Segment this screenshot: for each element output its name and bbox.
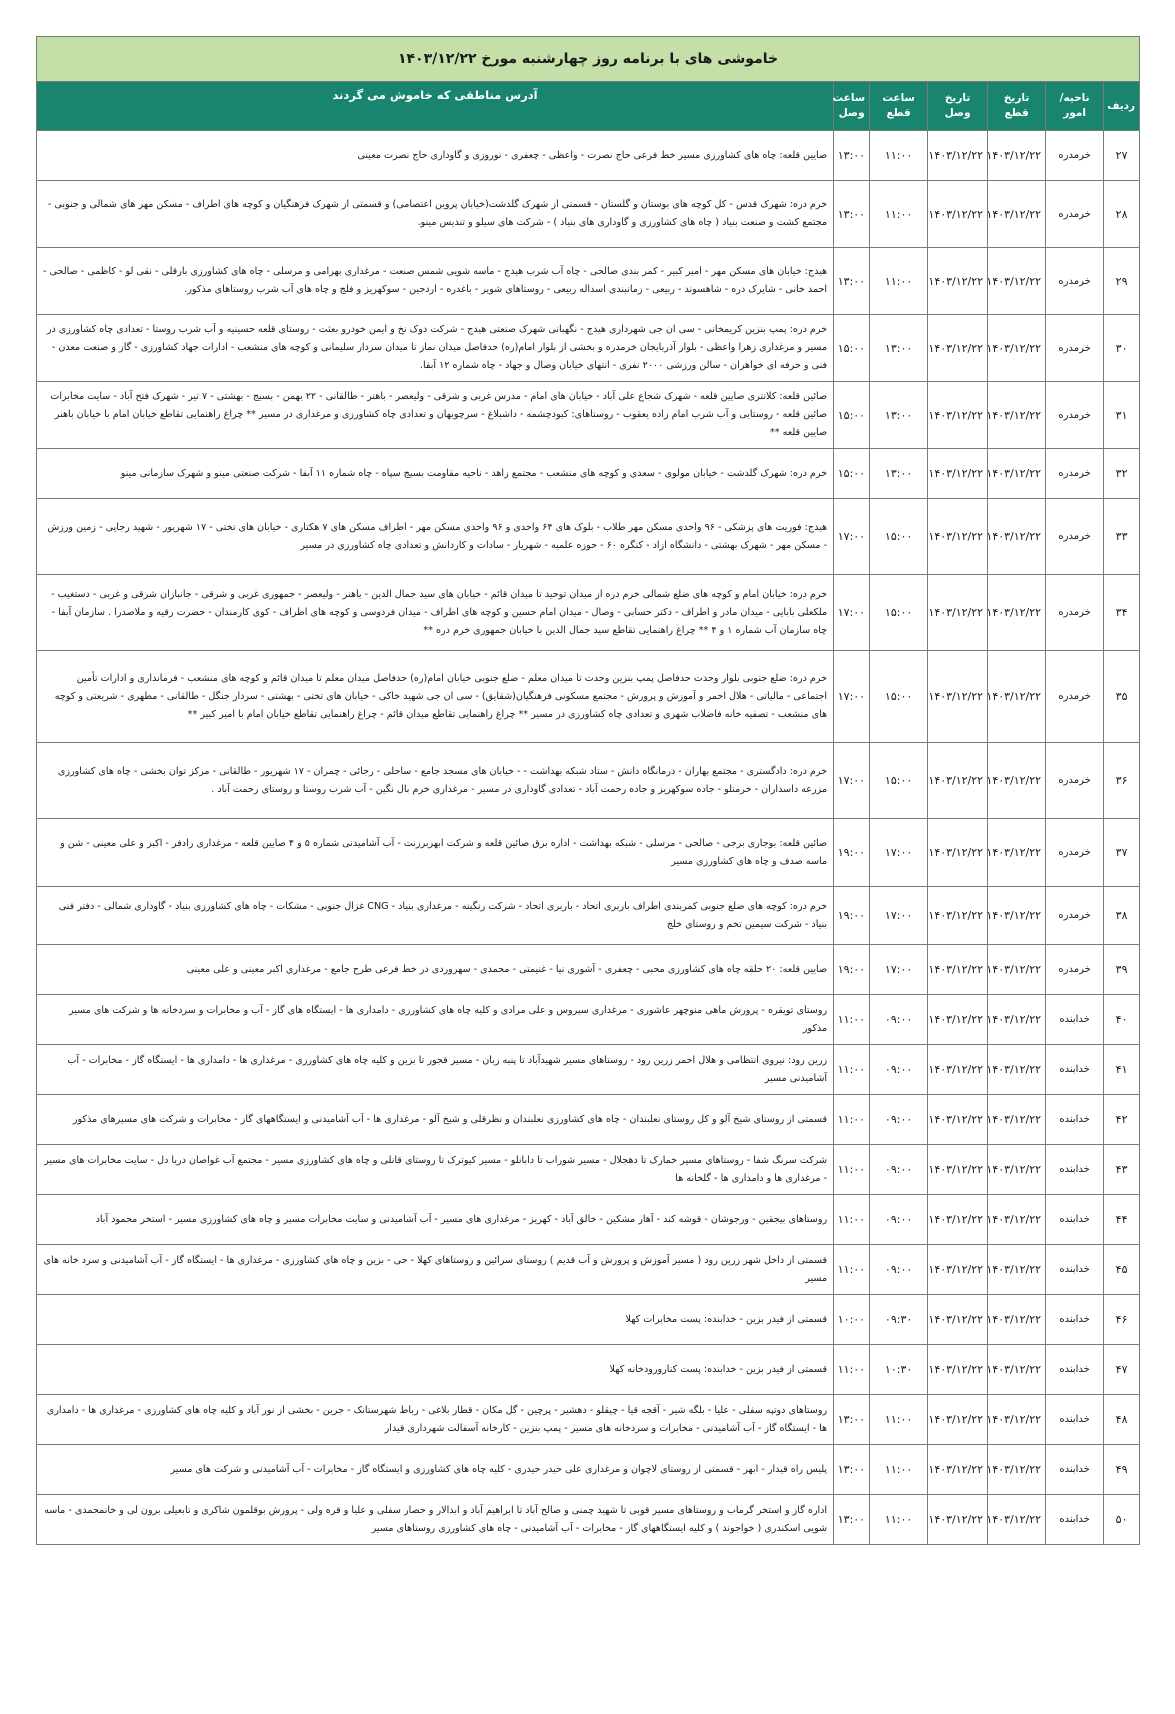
connect-time-cell: ۱۳:۰۰ [834, 248, 870, 315]
cut-date-cell: ۱۴۰۳/۱۲/۲۲ [988, 131, 1046, 181]
address-cell: خرم دره: شهرک گلدشت - خیابان مولوی - سعدی و کوچه های منشعب - مجتمع زاهد - ناحیه مقاومت بسیج سپاه - چاه شماره ۱۱ آبفا - شرکت صنعتی مینو و شهرک سازمانی مینو [37, 449, 834, 499]
table-row [37, 131, 1140, 181]
area-cell: خدابنده [1046, 1045, 1104, 1095]
connect-date-cell: ۱۴۰۳/۱۲/۲۲ [928, 1045, 988, 1095]
cut-time-cell: ۱۰:۳۰ [870, 1345, 928, 1395]
row-number-cell: ۳۵ [1104, 651, 1140, 743]
cut-time-cell: ۱۳:۰۰ [870, 449, 928, 499]
cut-time-cell: ۱۱:۰۰ [870, 131, 928, 181]
address-cell: هیدج: خیابان های مسکن مهر - امیر کبیر - کمر بندی صالحی - چاه آب شرب هیدج - ماسه شویی شمس صنعت - مرغداری بهرامی و مرسلی - چاه های کشاورزی بارقلی - نقی لو - کاظمی - صالحی - احمد خانی - شایرک دره - شاهسوند - ربیعی - زمانبندی اسداله ربیعی - روستاهای شویر - باغدره - اردجین - سوکهریز و فلج و چاه های آب شرب روستاهای مذکور. [37, 248, 834, 315]
header-row [37, 82, 1140, 131]
row-number-cell: ۳۳ [1104, 499, 1140, 575]
row-number-cell: ۳۲ [1104, 449, 1140, 499]
cut-date-cell: ۱۴۰۳/۱۲/۲۲ [988, 995, 1046, 1045]
address-cell: خرم دره: ضلع جنوبی بلوار وحدت حدفاصل پمپ بنزین وحدت تا میدان معلم - ضلع جنوبی خیابان امام(ره) حدفاصل میدان معلم تا میدان قائم و کوچه های منشعب - فرمانداری و ادارات تأمین اجتماعی - مالیاتی - هلال احمر و آموزش و پرورش - مجتمع مسکونی فرهنگیان(شقایق) - سی ان جی شهید خاکی - خیابان های تختی - بهشتی - سردار جنگل - طالقانی - مطهری - شریعتی و کوچه های منشعب - تصفیه خانه فاضلاب شهری و تعدادی چاه کشاورزی در مسیر ** چراغ راهنمایی تقاطع میدان قائم - چراغ راهنمایی تقاطع خیابان امام با امیر کبیر ** [37, 651, 834, 743]
address-cell: صایین قلعه: ۲۰ حلقه چاه های کشاورزی محبی - چعفری - آشوری نیا - غنیمتی - محمدی - سهروردی در خط فرعی طرح جامع - مرغداری اکبر معینی و علی معینی [37, 945, 834, 995]
area-cell: خرمدره [1046, 248, 1104, 315]
cut-date-cell: ۱۴۰۳/۱۲/۲۲ [988, 575, 1046, 651]
address-cell: شرکت سرنگ شفا - روستاهای مسیر خمارک تا دهجلال - مسیر شوراب تا دابانلو - مسیر کیوترک تا روستای قانلی و چاه های کشاورزی مسیر - مجتمع آب غواصان دریا دل - سایت مخابرات های مسیر - مرغداری ها و دامداری ها - گلخانه ها [37, 1145, 834, 1195]
area-cell: خرمدره [1046, 575, 1104, 651]
connect-time-cell: ۱۵:۰۰ [834, 382, 870, 449]
cut-time-cell: ۱۵:۰۰ [870, 651, 928, 743]
cut-date-cell: ۱۴۰۳/۱۲/۲۲ [988, 651, 1046, 743]
row-number-cell: ۴۰ [1104, 995, 1140, 1045]
cut-date-cell: ۱۴۰۳/۱۲/۲۲ [988, 315, 1046, 382]
area-cell: خرمدره [1046, 743, 1104, 819]
connect-date-cell: ۱۴۰۳/۱۲/۲۲ [928, 651, 988, 743]
address-cell: خرم دره: خیابان امام و کوچه های ضلع شمالی خرم دره از میدان توحید تا میدان قائم - خیابان های سید جمال الدین - باهنر - ولیعصر - جمهوری غربی و شرقی - جانبازان شرقی و غربی - دستغیب - ملکعلی بابایی - میدان مادر و اطراف - دکتر حسابی - وصال - میدان امام حسین و کوچه های اطراف - میدان فردوسی و کوچه های اطراف - کوی کارمندان - حضرت رقیه و ملاصدرا . سازمان آبفا - چاه سازمان آب شماره ۱ و ۴ ** چراغ راهنمایی تقاطع سید جمال الدین با خیابان جمهوری خرم دره ** [37, 575, 834, 651]
row-number-cell: ۴۲ [1104, 1095, 1140, 1145]
area-cell: خرمدره [1046, 449, 1104, 499]
connect-date-cell: ۱۴۰۳/۱۲/۲۲ [928, 248, 988, 315]
connect-date-cell: ۱۴۰۳/۱۲/۲۲ [928, 887, 988, 945]
address-cell: هیدج: فوریت های پزشکی - ۹۶ واحدی مسکن مهر طلاب - بلوک های ۶۴ واحدی و ۹۶ واحدی مسکن مهر - اطراف مسکن های ۷ هکتاری - خیابان های تختی - ۱۷ شهریور - شهید رجایی - زمین ورزش - مسکن مهر - شهرک بهشتی - دانشگاه ازاد - کنگره ۶۰ - حوزه علمیه - شهریار - سادات و کاردانش و تعدادی چاه کشاورزی در مسیر [37, 499, 834, 575]
cut-time-cell: ۰۹:۳۰ [870, 1295, 928, 1345]
table-row [37, 945, 1140, 995]
area-cell: خرمدره [1046, 315, 1104, 382]
header-cut-time: ساعت قطع [870, 82, 928, 131]
header-row-number: ردیف [1104, 82, 1140, 131]
header-address: آدرس مناطقی که خاموش می گردند [37, 82, 834, 131]
table-row [37, 575, 1140, 651]
row-number-cell: ۲۸ [1104, 181, 1140, 248]
area-cell: خدابنده [1046, 1445, 1104, 1495]
table-row [37, 315, 1140, 382]
connect-time-cell: ۱۳:۰۰ [834, 131, 870, 181]
row-number-cell: ۴۴ [1104, 1195, 1140, 1245]
cut-time-cell: ۱۳:۰۰ [870, 382, 928, 449]
row-number-cell: ۳۹ [1104, 945, 1140, 995]
header-cut-date: تاریخ قطع [988, 82, 1046, 131]
header-area: ناحیه/امور [1046, 82, 1104, 131]
row-number-cell: ۴۵ [1104, 1245, 1140, 1295]
address-cell: قسمتی از روستای شیخ آلو و کل روستای نعلبندان - چاه های کشاورزی نعلبندان و نظرقلی و شیخ آلو - مرغداری ها - آب آشامیدنی و ایستگاههای گاز - مخابرات و شرکت های مسیرهای مذکور [37, 1095, 834, 1145]
area-cell: خرمدره [1046, 131, 1104, 181]
connect-time-cell: ۱۹:۰۰ [834, 945, 870, 995]
cut-date-cell: ۱۴۰۳/۱۲/۲۲ [988, 1495, 1046, 1545]
cut-date-cell: ۱۴۰۳/۱۲/۲۲ [988, 449, 1046, 499]
header-connect-time: ساعت وصل [834, 82, 870, 131]
table-row [37, 1295, 1140, 1345]
address-cell: زرین رود: نیروی انتظامی و هلال احمر زرین رود - روستاهای مسیر شهیدآباد تا پنبه زبان - مسیر قجور تا بزین و کلیه چاه های کشاورزی - مرغداری ها - دامداری ها - ایستگاه گاز - مخابرات - آب آشامیدنی مسیر [37, 1045, 834, 1095]
cut-date-cell: ۱۴۰۳/۱۲/۲۲ [988, 1245, 1046, 1295]
connect-time-cell: ۱۹:۰۰ [834, 819, 870, 887]
address-cell: قسمتی از داخل شهر زرین رود ( مسیر آموزش و پرورش و آب قدیم ) روستای سرائین و روستاهای کهلا - حی - بزین و چاه های کشاورزی - مرغداری ها - ایستگاه گاز - آب آشامیدنی و سرد خانه های مسیر [37, 1245, 834, 1295]
area-cell: خرمدره [1046, 382, 1104, 449]
cut-time-cell: ۱۱:۰۰ [870, 181, 928, 248]
address-cell: اداره گاز و استخر گرماب و روستاهای مسیر قوبی تا شهید چمنی و صالح آباد تا ابراهیم آباد و ابدالار و حصار سفلی و علیا و قره ولی - پرورش بوقلمون شاکری و تابعیلی برون لی و خانمحمدی - ماسه شویی اسکندری ( خواجوند ) و کلیه ایستگاههای گاز - مخابرات - آب آشامیدنی - چاه های کشاورزی روستاهای مسیر [37, 1495, 834, 1545]
cut-date-cell: ۱۴۰۳/۱۲/۲۲ [988, 1395, 1046, 1445]
cut-time-cell: ۱۷:۰۰ [870, 819, 928, 887]
connect-date-cell: ۱۴۰۳/۱۲/۲۲ [928, 1445, 988, 1495]
connect-date-cell: ۱۴۰۳/۱۲/۲۲ [928, 382, 988, 449]
address-cell: خرم دره: کوچه های ضلع جنوبی کمربندی اطراف باربری اتحاد - باربری اتحاد - شرکت رنگینه - مرغداری بنیاد - CNG غزال جنوبی - مشکات - چاه های کشاورزی بنیاد - گاوداری شمالی - دفتر فنی بنیاد - شرکت سیمین تخم و روستای خلج [37, 887, 834, 945]
area-cell: خدابنده [1046, 1295, 1104, 1345]
address-cell: روستاهای بیجقین - ورجوشان - قوشه کند - آهار مشکین - خالق آباد - کهریز - مرغداری های مسیر - آب آشامیدنی و سایت مخابرات مسیر و چاه های کشاورزی مسیر - استخر محمود آباد [37, 1195, 834, 1245]
cut-date-cell: ۱۴۰۳/۱۲/۲۲ [988, 1145, 1046, 1195]
cut-time-cell: ۰۹:۰۰ [870, 1145, 928, 1195]
address-cell: صایین قلعه: چاه های کشاورزی مسیر خط فرعی حاج نصرت - واعظی - چعفری - نوروزی و گاوداری حاج نصرت معینی [37, 131, 834, 181]
area-cell: خدابنده [1046, 1245, 1104, 1295]
cut-date-cell: ۱۴۰۳/۱۲/۲۲ [988, 181, 1046, 248]
row-number-cell: ۴۸ [1104, 1395, 1140, 1445]
connect-time-cell: ۱۱:۰۰ [834, 995, 870, 1045]
cut-time-cell: ۱۱:۰۰ [870, 248, 928, 315]
area-cell: خدابنده [1046, 1345, 1104, 1395]
cut-time-cell: ۰۹:۰۰ [870, 995, 928, 1045]
connect-date-cell: ۱۴۰۳/۱۲/۲۲ [928, 575, 988, 651]
table-row [37, 1095, 1140, 1145]
address-cell: پلیس راه قیدار - ابهر - قسمتی از روستای لاچوان و مرغداری علی حیدر حیدری - کلیه چاه های کشاورزی و ایستگاه گاز - مخابرات - آب آشامیدنی و شرکت های مسیر [37, 1445, 834, 1495]
table-row [37, 887, 1140, 945]
cut-date-cell: ۱۴۰۳/۱۲/۲۲ [988, 1445, 1046, 1495]
cut-time-cell: ۰۹:۰۰ [870, 1095, 928, 1145]
connect-date-cell: ۱۴۰۳/۱۲/۲۲ [928, 315, 988, 382]
table-row [37, 382, 1140, 449]
row-number-cell: ۳۴ [1104, 575, 1140, 651]
area-cell: خرمدره [1046, 945, 1104, 995]
table-row [37, 248, 1140, 315]
address-cell: صائین قلعه: بوجاری برجی - صالحی - مرسلی - شبکه بهداشت - اداره برق صائین قلعه و شرکت ابهربرزنت - آب آشامیدنی شماره ۵ و ۴ صایین قلعه - مرغداری رادفر - اکبر و علی معینی - شن و ماسه صدف و چاه های کشاورزی مسیر [37, 819, 834, 887]
connect-time-cell: ۱۳:۰۰ [834, 1445, 870, 1495]
cut-date-cell: ۱۴۰۳/۱۲/۲۲ [988, 382, 1046, 449]
area-cell: خدابنده [1046, 995, 1104, 1045]
table-row [37, 995, 1140, 1045]
row-number-cell: ۵۰ [1104, 1495, 1140, 1545]
table-row [37, 1045, 1140, 1095]
header-connect-date: تاریخ وصل [928, 82, 988, 131]
row-number-cell: ۴۷ [1104, 1345, 1140, 1395]
table-row [37, 181, 1140, 248]
cut-date-cell: ۱۴۰۳/۱۲/۲۲ [988, 1345, 1046, 1395]
area-cell: خدابنده [1046, 1495, 1104, 1545]
table-row [37, 449, 1140, 499]
row-number-cell: ۳۷ [1104, 819, 1140, 887]
cut-time-cell: ۰۹:۰۰ [870, 1045, 928, 1095]
table-row [37, 1395, 1140, 1445]
area-cell: خرمدره [1046, 181, 1104, 248]
cut-time-cell: ۱۵:۰۰ [870, 499, 928, 575]
row-number-cell: ۲۷ [1104, 131, 1140, 181]
row-number-cell: ۴۶ [1104, 1295, 1140, 1345]
connect-date-cell: ۱۴۰۳/۱۲/۲۲ [928, 499, 988, 575]
connect-time-cell: ۱۰:۰۰ [834, 1295, 870, 1345]
cut-time-cell: ۱۷:۰۰ [870, 945, 928, 995]
sheet-title: خاموشی های با برنامه روز چهارشنبه مورخ ۱۴۰۳/۱۲/۲۲ [37, 37, 1140, 82]
title-row [37, 37, 1140, 82]
table-row [37, 1495, 1140, 1545]
connect-date-cell: ۱۴۰۳/۱۲/۲۲ [928, 1195, 988, 1245]
cut-date-cell: ۱۴۰۳/۱۲/۲۲ [988, 248, 1046, 315]
cut-time-cell: ۱۷:۰۰ [870, 887, 928, 945]
address-cell: خرم دره: دادگستری - مجتمع بهاران - درمانگاه دانش - ستاد شبکه بهداشت - - خیابان های مسجد جامع - ساحلی - رجائی - چمران - ۱۷ شهریور - طالقانی - مرکز توان بخشی - چاه های کشاورزی مزرعه داسداران - خرمنلو - جاده سوکهریز و جاده رحمت آباد - تعدادی گاوداری در مسیر - مرغداری خرم بال نگین - آب شرب روستا و روستای رحمت آباد . [37, 743, 834, 819]
cut-date-cell: ۱۴۰۳/۱۲/۲۲ [988, 1295, 1046, 1345]
connect-date-cell: ۱۴۰۳/۱۲/۲۲ [928, 1495, 988, 1545]
area-cell: خدابنده [1046, 1145, 1104, 1195]
cut-time-cell: ۰۹:۰۰ [870, 1195, 928, 1245]
connect-date-cell: ۱۴۰۳/۱۲/۲۲ [928, 1295, 988, 1345]
area-cell: خرمدره [1046, 887, 1104, 945]
cut-date-cell: ۱۴۰۳/۱۲/۲۲ [988, 1045, 1046, 1095]
row-number-cell: ۴۱ [1104, 1045, 1140, 1095]
cut-date-cell: ۱۴۰۳/۱۲/۲۲ [988, 945, 1046, 995]
connect-time-cell: ۱۵:۰۰ [834, 315, 870, 382]
cut-date-cell: ۱۴۰۳/۱۲/۲۲ [988, 819, 1046, 887]
area-cell: خرمدره [1046, 819, 1104, 887]
address-cell: روستاهای دوتپه سفلی - علیا - بلگه شیر - آقجه قیا - چیقلو - دهشیر - پرچین - گل مکان - قطار بلاغی - رباط شهرستانک - جرین - بخشی از نور آباد و کلیه چاه های کشاورزی - مرغداری ها - دامداری ها - ایستگاه گاز - آب آشامیدنی - مخابرات و سردخانه های مسیر - پمپ بنزین - کارخانه آسفالت شهرداری قیدار [37, 1395, 834, 1445]
cut-time-cell: ۱۱:۰۰ [870, 1395, 928, 1445]
connect-date-cell: ۱۴۰۳/۱۲/۲۲ [928, 131, 988, 181]
table-row [37, 651, 1140, 743]
area-cell: خرمدره [1046, 499, 1104, 575]
connect-date-cell: ۱۴۰۳/۱۲/۲۲ [928, 1145, 988, 1195]
table-row [37, 743, 1140, 819]
area-cell: خدابنده [1046, 1095, 1104, 1145]
cut-date-cell: ۱۴۰۳/۱۲/۲۲ [988, 887, 1046, 945]
cut-time-cell: ۱۵:۰۰ [870, 575, 928, 651]
cut-time-cell: ۱۵:۰۰ [870, 743, 928, 819]
table-body [37, 131, 1140, 1545]
connect-time-cell: ۱۱:۰۰ [834, 1345, 870, 1395]
connect-date-cell: ۱۴۰۳/۱۲/۲۲ [928, 995, 988, 1045]
table-row [37, 819, 1140, 887]
cut-date-cell: ۱۴۰۳/۱۲/۲۲ [988, 499, 1046, 575]
connect-time-cell: ۱۷:۰۰ [834, 499, 870, 575]
connect-date-cell: ۱۴۰۳/۱۲/۲۲ [928, 1245, 988, 1295]
table-row [37, 499, 1140, 575]
table-row [37, 1445, 1140, 1495]
address-cell: خرم دره: پمپ بنزین کریمخانی - سی ان جی شهرداری هیدج - نگهبانی شهرک صنعتی هیدج - شرکت دوک نخ و ایمن خودرو بعثت - روستای قلعه حسینیه و آب شرب روستا - تعدادی چاه کشاورزی در مسیر و مرغداری زهرا واعظی - بلوار آذربایجان خرمدره و بخشی از بلوار امام(ره) حدفاصل میدان نماز تا میدان سردار سلیمانی و کوچه های منشعب - ادارات جهاد کشاورزی - گاز و صنعت معدن - فنی و حرفه ای خواهران - سالن ورزشی ۲۰۰۰ نفری - انتهای خیابان وصال و جهاد - چاه شماره ۱۲ آبفا. [37, 315, 834, 382]
table-row [37, 1245, 1140, 1295]
connect-time-cell: ۱۱:۰۰ [834, 1245, 870, 1295]
connect-date-cell: ۱۴۰۳/۱۲/۲۲ [928, 1395, 988, 1445]
connect-time-cell: ۱۳:۰۰ [834, 181, 870, 248]
connect-time-cell: ۱۱:۰۰ [834, 1145, 870, 1195]
outage-schedule-sheet [36, 36, 1139, 1545]
address-cell: خرم دره: شهرک قدس - کل کوچه های بوستان و گلستان - قسمتی از شهرک گلدشت(خیابان پروین اعتصامی) و قسمتی از شهرک فرهنگیان و کوچه های اطراف - مسکن مهر های شمالی و جنوبی - مجتمع کشت و صنعت بنیاد ( چاه های کشاورزی و گاوداری های بنیاد ) - شرکت های سیلو و تندیس مینو. [37, 181, 834, 248]
cut-date-cell: ۱۴۰۳/۱۲/۲۲ [988, 1195, 1046, 1245]
address-cell: صائین قلعه: کلانتری صایین قلعه - شهرک شجاع علی آباد - خیابان های امام - مدرس غربی و شرقی - ولیعصر - باهنر - طالقانی - ۲۲ بهمن - بسیج - بهشتی - ۷ تیر - شهرک فتح آباد - سایت مخابرات صائین قلعه - روستایی و آب شرب امام زاده یعقوب - روستاهای: کبودچشمه - داشبلاغ - سرچوبهان و تعدادی چاه کشاورزی و مرغداری در مسیر ** چراغ راهنمایی تقاطع خیابان امام با خیابان باهنر صایین قلعه ** [37, 382, 834, 449]
row-number-cell: ۴۳ [1104, 1145, 1140, 1195]
connect-time-cell: ۱۷:۰۰ [834, 651, 870, 743]
connect-time-cell: ۱۹:۰۰ [834, 887, 870, 945]
row-number-cell: ۳۶ [1104, 743, 1140, 819]
address-cell: روستای تویقره - پرورش ماهی منوچهر عاشوری - مرغداری سیروس و علی مرادی و کلیه چاه های کشاورزی - دامداری ها - ایستگاه های گاز - آب و مخابرات و سردخانه ها و شرکت های مسیر مذکور [37, 995, 834, 1045]
connect-time-cell: ۱۳:۰۰ [834, 1395, 870, 1445]
connect-date-cell: ۱۴۰۳/۱۲/۲۲ [928, 181, 988, 248]
connect-time-cell: ۱۱:۰۰ [834, 1045, 870, 1095]
outage-table [36, 36, 1140, 1545]
row-number-cell: ۳۸ [1104, 887, 1140, 945]
connect-date-cell: ۱۴۰۳/۱۲/۲۲ [928, 819, 988, 887]
connect-time-cell: ۱۱:۰۰ [834, 1195, 870, 1245]
cut-date-cell: ۱۴۰۳/۱۲/۲۲ [988, 743, 1046, 819]
row-number-cell: ۴۹ [1104, 1445, 1140, 1495]
connect-time-cell: ۱۳:۰۰ [834, 1495, 870, 1545]
address-cell: قسمتی از فیدر بزین - خدابنده: پست مخابرات کهلا [37, 1295, 834, 1345]
connect-time-cell: ۱۵:۰۰ [834, 449, 870, 499]
row-number-cell: ۳۰ [1104, 315, 1140, 382]
cut-time-cell: ۱۳:۰۰ [870, 315, 928, 382]
connect-time-cell: ۱۷:۰۰ [834, 743, 870, 819]
area-cell: خرمدره [1046, 651, 1104, 743]
row-number-cell: ۲۹ [1104, 248, 1140, 315]
connect-date-cell: ۱۴۰۳/۱۲/۲۲ [928, 1095, 988, 1145]
connect-date-cell: ۱۴۰۳/۱۲/۲۲ [928, 945, 988, 995]
cut-time-cell: ۱۱:۰۰ [870, 1495, 928, 1545]
area-cell: خدابنده [1046, 1195, 1104, 1245]
connect-time-cell: ۱۱:۰۰ [834, 1095, 870, 1145]
cut-time-cell: ۱۱:۰۰ [870, 1445, 928, 1495]
cut-time-cell: ۰۹:۰۰ [870, 1245, 928, 1295]
table-row [37, 1195, 1140, 1245]
connect-date-cell: ۱۴۰۳/۱۲/۲۲ [928, 1345, 988, 1395]
address-cell: قسمتی از فیدر بزین - خدابنده: پست کنارورودخانه کهلا [37, 1345, 834, 1395]
cut-date-cell: ۱۴۰۳/۱۲/۲۲ [988, 1095, 1046, 1145]
table-row [37, 1345, 1140, 1395]
connect-time-cell: ۱۷:۰۰ [834, 575, 870, 651]
connect-date-cell: ۱۴۰۳/۱۲/۲۲ [928, 449, 988, 499]
connect-date-cell: ۱۴۰۳/۱۲/۲۲ [928, 743, 988, 819]
area-cell: خدابنده [1046, 1395, 1104, 1445]
row-number-cell: ۳۱ [1104, 382, 1140, 449]
table-row [37, 1145, 1140, 1195]
